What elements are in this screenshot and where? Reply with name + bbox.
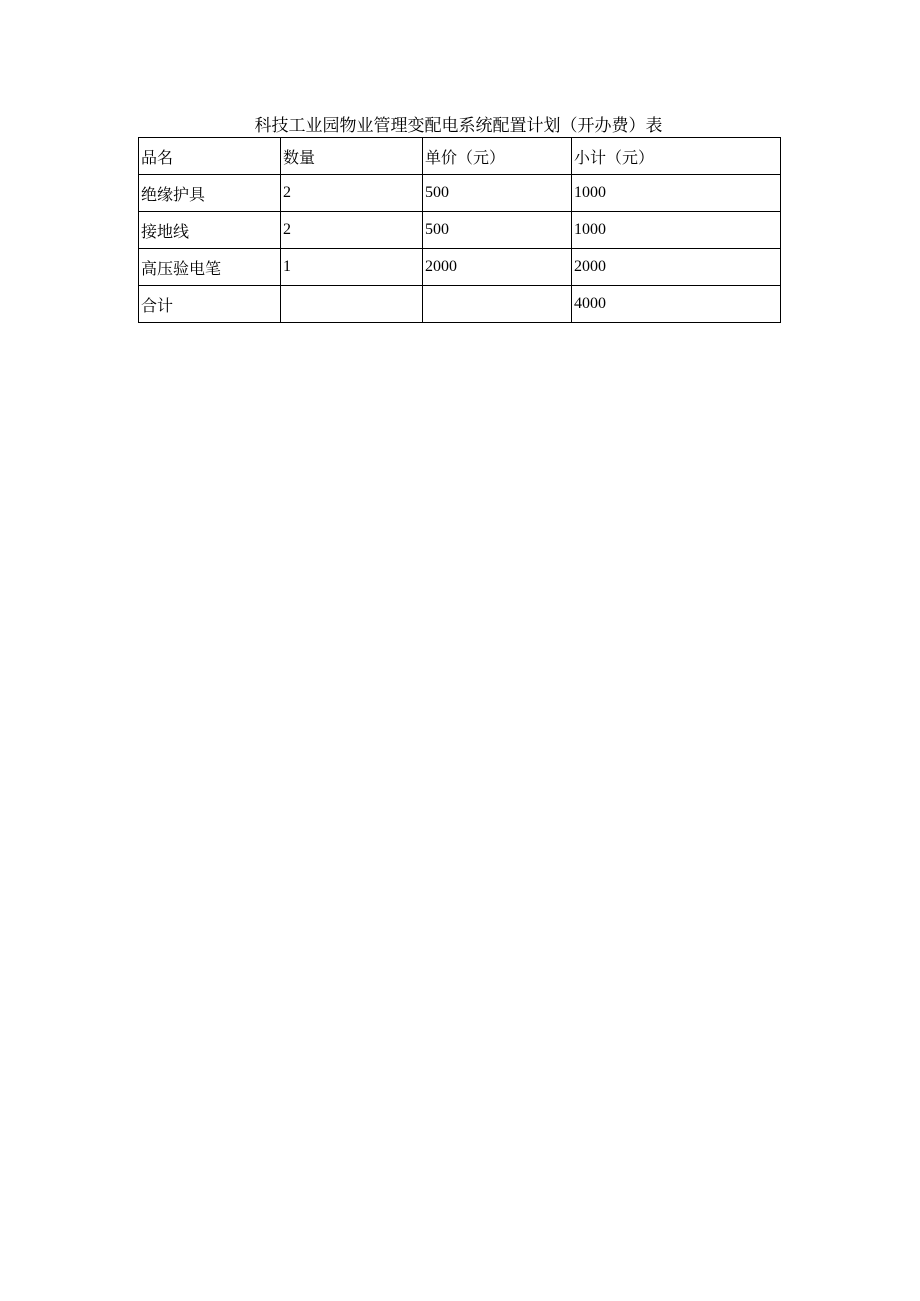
cell-quantity: 2 xyxy=(281,175,423,212)
header-cell-quantity: 数量 xyxy=(281,138,423,175)
cell-total-amount: 4000 xyxy=(572,286,781,323)
cell-subtotal: 2000 xyxy=(572,249,781,286)
cell-subtotal: 1000 xyxy=(572,212,781,249)
cell-item-name: 高压验电笔 xyxy=(139,249,281,286)
cell-subtotal: 1000 xyxy=(572,175,781,212)
header-cell-subtotal: 小计（元） xyxy=(572,138,781,175)
table-row xyxy=(139,212,781,249)
table-total-row xyxy=(139,286,781,323)
configuration-plan-table xyxy=(138,137,781,323)
cell-item-name: 接地线 xyxy=(139,212,281,249)
cell-unit-price: 500 xyxy=(423,175,572,212)
cell-unit-price: 2000 xyxy=(423,249,572,286)
cell-quantity xyxy=(281,286,423,323)
table-row xyxy=(139,249,781,286)
document-title: 科技工业园物业管理变配电系统配置计划（开办费）表 xyxy=(254,116,663,136)
cell-item-name: 绝缘护具 xyxy=(139,175,281,212)
header-cell-item-name: 品名 xyxy=(139,138,281,175)
header-cell-unit-price: 单价（元） xyxy=(423,138,572,175)
table-header-row xyxy=(139,138,781,175)
cell-total-label: 合计 xyxy=(139,286,281,323)
table-row xyxy=(139,175,781,212)
cell-unit-price xyxy=(423,286,572,323)
cell-unit-price: 500 xyxy=(423,212,572,249)
cell-quantity: 1 xyxy=(281,249,423,286)
cell-quantity: 2 xyxy=(281,212,423,249)
